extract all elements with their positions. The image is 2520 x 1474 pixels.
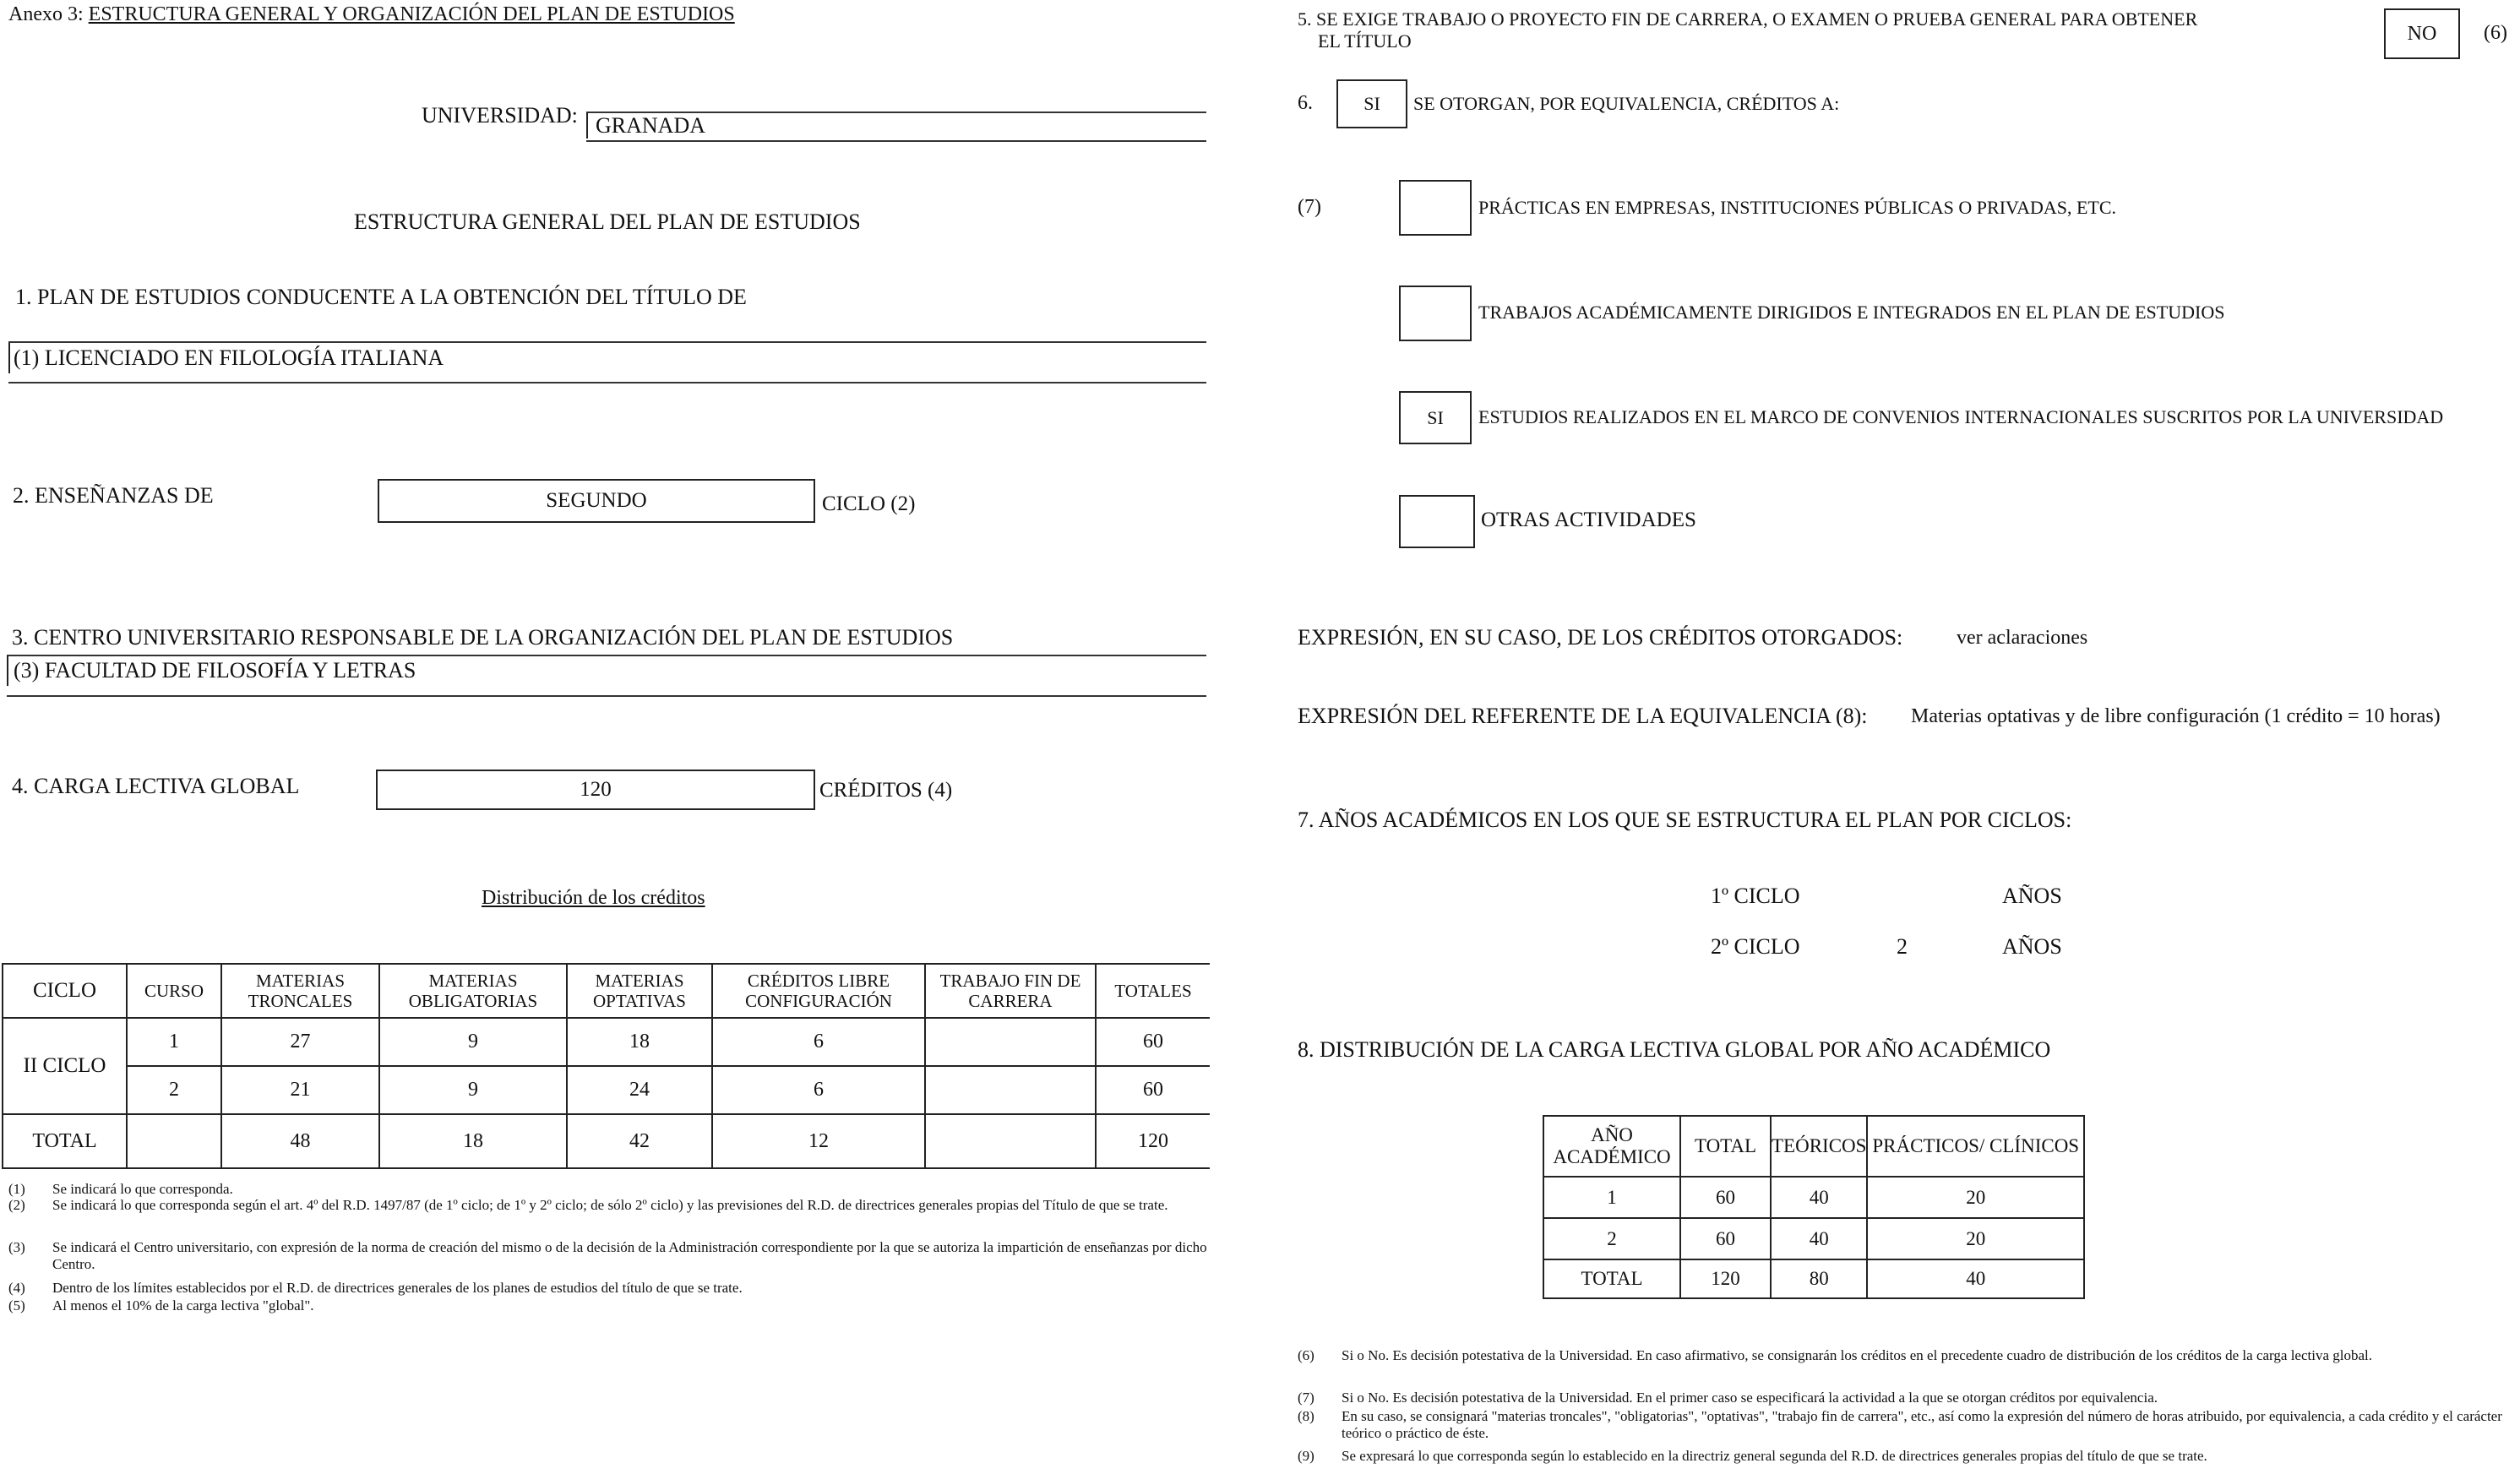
col-optativas: MATERIAS OPTATIVAS	[567, 964, 712, 1018]
footnote-right-9	[1298, 1448, 2514, 1465]
distribution-title: Distribución de los créditos	[482, 887, 705, 909]
section6-number: 6.	[1298, 92, 1313, 114]
total-label-cell: TOTAL	[3, 1114, 127, 1168]
footnote-left-2	[8, 1197, 1208, 1231]
teoricos-cell: 40	[1771, 1218, 1867, 1259]
cycle1-unit: AÑOS	[2002, 884, 2062, 908]
practicas-label: PRÁCTICAS EN EMPRESAS, INSTITUCIONES PÚBLICAS O PRIVADAS, ETC.	[1478, 197, 2117, 218]
table-row	[1543, 1218, 2084, 1259]
table-row	[3, 1066, 1210, 1114]
equivalence-reference-label: EXPRESIÓN DEL REFERENTE DE LA EQUIVALENCIA (8):	[1298, 704, 1868, 728]
final-project-box: NO	[2384, 8, 2460, 59]
practicos-cell: 40	[1867, 1259, 2084, 1298]
credits-expression-value: ver aclaraciones	[1957, 627, 2088, 649]
section8-label: 8. DISTRIBUCIÓN DE LA CARGA LECTIVA GLOBAL POR AÑO ACADÉMICO	[1298, 1037, 2051, 1062]
total-cell: 60	[1680, 1218, 1771, 1259]
equivalence-box: SI	[1336, 79, 1407, 128]
university-value: GRANADA	[586, 112, 705, 139]
total-row	[3, 1114, 1210, 1168]
year-cell: TOTAL	[1543, 1259, 1680, 1298]
center-name: (3) FACULTAD DE FILOSOFÍA Y LETRAS	[7, 655, 416, 686]
footnote-number: (3)	[8, 1239, 25, 1255]
footnote-right-7	[1298, 1390, 2514, 1406]
section5-line1: 5. SE EXIGE TRABAJO O PROYECTO FIN DE CARRERA, O EXAMEN O PRUEBA GENERAL PARA OBTENER	[1298, 8, 2198, 30]
section2-suffix: CICLO (2)	[822, 492, 916, 515]
footnote-number: (2)	[8, 1197, 25, 1213]
totales-cell: 60	[1096, 1066, 1210, 1114]
section1-line-bottom	[8, 382, 1206, 383]
col-libre: CRÉDITOS LIBRE CONFIGURACIÓN	[712, 964, 925, 1018]
trabajo-cell	[925, 1018, 1096, 1066]
trabajos-box	[1399, 286, 1472, 341]
cycle1-label: 1º CICLO	[1711, 884, 1800, 908]
trabajo-cell	[925, 1114, 1096, 1168]
optativas-cell: 24	[567, 1066, 712, 1114]
optativas-cell: 18	[567, 1018, 712, 1066]
cycle-cell: II CICLO	[3, 1018, 127, 1114]
practicas-box	[1399, 180, 1472, 236]
optativas-cell: 42	[567, 1114, 712, 1168]
footnote-left-1	[8, 1181, 1208, 1198]
credit-distribution-table	[2, 963, 1210, 1169]
general-structure-title: ESTRUCTURA GENERAL DEL PLAN DE ESTUDIOS	[354, 209, 861, 234]
section5-note: (6)	[2484, 22, 2507, 44]
col-total: TOTAL	[1680, 1116, 1771, 1177]
cycle-box: SEGUNDO	[378, 479, 815, 523]
totales-cell: 120	[1096, 1114, 1210, 1168]
otras-box	[1399, 495, 1475, 548]
col-curso: CURSO	[127, 964, 221, 1018]
troncales-cell: 21	[221, 1066, 379, 1114]
footnote-text: Se indicará lo que corresponda.	[52, 1181, 233, 1197]
table-row	[3, 1018, 1210, 1066]
total-cell: 60	[1680, 1177, 1771, 1218]
col-troncales: MATERIAS TRONCALES	[221, 964, 379, 1018]
col-practicos: PRÁCTICOS/ CLÍNICOS	[1867, 1116, 2084, 1177]
year-cell: 1	[1543, 1177, 1680, 1218]
total-row	[1543, 1259, 2084, 1298]
section7-label: 7. AÑOS ACADÉMICOS EN LOS QUE SE ESTRUCTURA EL PLAN POR CICLOS:	[1298, 808, 2072, 832]
col-ciclo: CICLO	[3, 964, 127, 1018]
curso-cell: 1	[127, 1018, 221, 1066]
footnote-right-6	[1298, 1347, 2514, 1381]
footnote-text: Se expresará lo que corresponda según lo establecido en la directriz general segunda del R.D. de directrices generales propias del título de que se trate.	[1342, 1448, 2207, 1464]
footnote-number: (8)	[1298, 1408, 1314, 1424]
footnote-left-5	[8, 1297, 1208, 1314]
footnote-number: (9)	[1298, 1448, 1314, 1464]
section4-suffix: CRÉDITOS (4)	[819, 779, 953, 802]
convenios-box: SI	[1399, 391, 1472, 444]
col-year: AÑO ACADÉMICO	[1543, 1116, 1680, 1177]
annual-load-table	[1543, 1115, 2085, 1299]
col-totales: TOTALES	[1096, 964, 1210, 1018]
footnote-number: (5)	[8, 1297, 25, 1314]
convenios-label: ESTUDIOS REALIZADOS EN EL MARCO DE CONVENIOS INTERNACIONALES SUSCRITOS POR LA UNIVERSIDAD	[1478, 406, 2444, 427]
libre-cell: 12	[712, 1114, 925, 1168]
credits-expression-label: EXPRESIÓN, EN SU CASO, DE LOS CRÉDITOS OTORGADOS:	[1298, 625, 1903, 650]
equivalence-note: (7)	[1298, 196, 1321, 218]
section4-label: 4. CARGA LECTIVA GLOBAL	[12, 774, 300, 798]
practicos-cell: 20	[1867, 1218, 2084, 1259]
footnote-left-4	[8, 1280, 1208, 1297]
equivalence-reference-value: Materias optativas y de libre configuración (1 crédito = 10 horas)	[1911, 705, 2441, 727]
total-cell: 120	[1680, 1259, 1771, 1298]
section3-line-bottom	[7, 695, 1206, 697]
col-teoricos: TEÓRICOS	[1771, 1116, 1867, 1177]
footnote-number: (6)	[1298, 1347, 1314, 1363]
col-obligatorias: MATERIAS OBLIGATORIAS	[379, 964, 567, 1018]
footnote-text: Se indicará lo que corresponda según el art. 4º del R.D. 1497/87 (de 1º ciclo; de 1º y 2º ciclo; de sólo 2º ciclo) y las previsiones del R.D. de directrices generales propias del Título de que se trate.	[52, 1197, 1168, 1213]
footnote-number: (1)	[8, 1181, 25, 1197]
totales-cell: 60	[1096, 1018, 1210, 1066]
annex-title: ESTRUCTURA GENERAL Y ORGANIZACIÓN DEL PLAN DE ESTUDIOS	[88, 3, 735, 25]
table-row	[1543, 1177, 2084, 1218]
trabajos-label: TRABAJOS ACADÉMICAMENTE DIRIGIDOS E INTEGRADOS EN EL PLAN DE ESTUDIOS	[1478, 302, 2225, 323]
trabajo-cell	[925, 1066, 1096, 1114]
cycle2-unit: AÑOS	[2002, 934, 2062, 959]
footnote-right-8	[1298, 1408, 2514, 1442]
teoricos-cell: 80	[1771, 1259, 1867, 1298]
university-label: UNIVERSIDAD:	[422, 103, 578, 128]
footnote-text: Se indicará el Centro universitario, con expresión de la norma de creación del mismo o de la decisión de la Administración correspondiente por la que se autoriza la impartición de enseñanzas por dicho Centro.	[52, 1239, 1207, 1272]
degree-title: (1) LICENCIADO EN FILOLOGÍA ITALIANA	[8, 343, 444, 373]
obligatorias-cell: 9	[379, 1066, 567, 1114]
section3-label: 3. CENTRO UNIVERSITARIO RESPONSABLE DE LA ORGANIZACIÓN DEL PLAN DE ESTUDIOS	[12, 625, 954, 650]
troncales-cell: 27	[221, 1018, 379, 1066]
obligatorias-cell: 9	[379, 1018, 567, 1066]
libre-cell: 6	[712, 1018, 925, 1066]
otras-label: OTRAS ACTIVIDADES	[1481, 509, 1696, 531]
section6-label: SE OTORGAN, POR EQUIVALENCIA, CRÉDITOS A:	[1413, 93, 1840, 114]
footnote-text: En su caso, se consignará "materias troncales", "obligatorias", "optativas", "trabajo fin de carrera", etc., así como la expresión del número de horas atribuido, por equivalencia, a cada crédito y el carácter teórico o práctico de éste.	[1342, 1408, 2502, 1441]
annex-label: Anexo 3:	[8, 3, 84, 25]
teoricos-cell: 40	[1771, 1177, 1867, 1218]
university-line-bottom	[586, 140, 1206, 142]
cycle2-label: 2º CICLO	[1711, 934, 1800, 959]
col-trabajo: TRABAJO FIN DE CARRERA	[925, 964, 1096, 1018]
footnote-text: Dentro de los límites establecidos por el R.D. de directrices generales de los planes de estudios del título de que se trate.	[52, 1280, 743, 1296]
cycle2-years: 2	[1897, 934, 1908, 959]
section2-label: 2. ENSEÑANZAS DE	[13, 483, 214, 508]
obligatorias-cell: 18	[379, 1114, 567, 1168]
section1-label: 1. PLAN DE ESTUDIOS CONDUCENTE A LA OBTENCIÓN DEL TÍTULO DE	[15, 285, 747, 309]
year-cell: 2	[1543, 1218, 1680, 1259]
section5-line2: EL TÍTULO	[1318, 30, 1412, 52]
total-credits-box: 120	[376, 770, 815, 810]
footnote-text: Si o No. Es decisión potestativa de la Universidad. En caso afirmativo, se consignarán los créditos en el precedente cuadro de distribución de los créditos de la carga lectiva global.	[1342, 1347, 2372, 1363]
footnote-number: (7)	[1298, 1390, 1314, 1406]
footnote-number: (4)	[8, 1280, 25, 1296]
curso-cell: 2	[127, 1066, 221, 1114]
practicos-cell: 20	[1867, 1177, 2084, 1218]
footnote-text: Al menos el 10% de la carga lectiva "global".	[52, 1297, 314, 1314]
section5-label	[1298, 8, 2197, 52]
troncales-cell: 48	[221, 1114, 379, 1168]
footnote-left-3	[8, 1239, 1208, 1273]
footnote-text: Si o No. Es decisión potestativa de la Universidad. En el primer caso se especificará la actividad a la que se otorgan créditos por equivalencia.	[1342, 1390, 2158, 1406]
annex-header	[8, 3, 735, 26]
curso-cell	[127, 1114, 221, 1168]
libre-cell: 6	[712, 1066, 925, 1114]
